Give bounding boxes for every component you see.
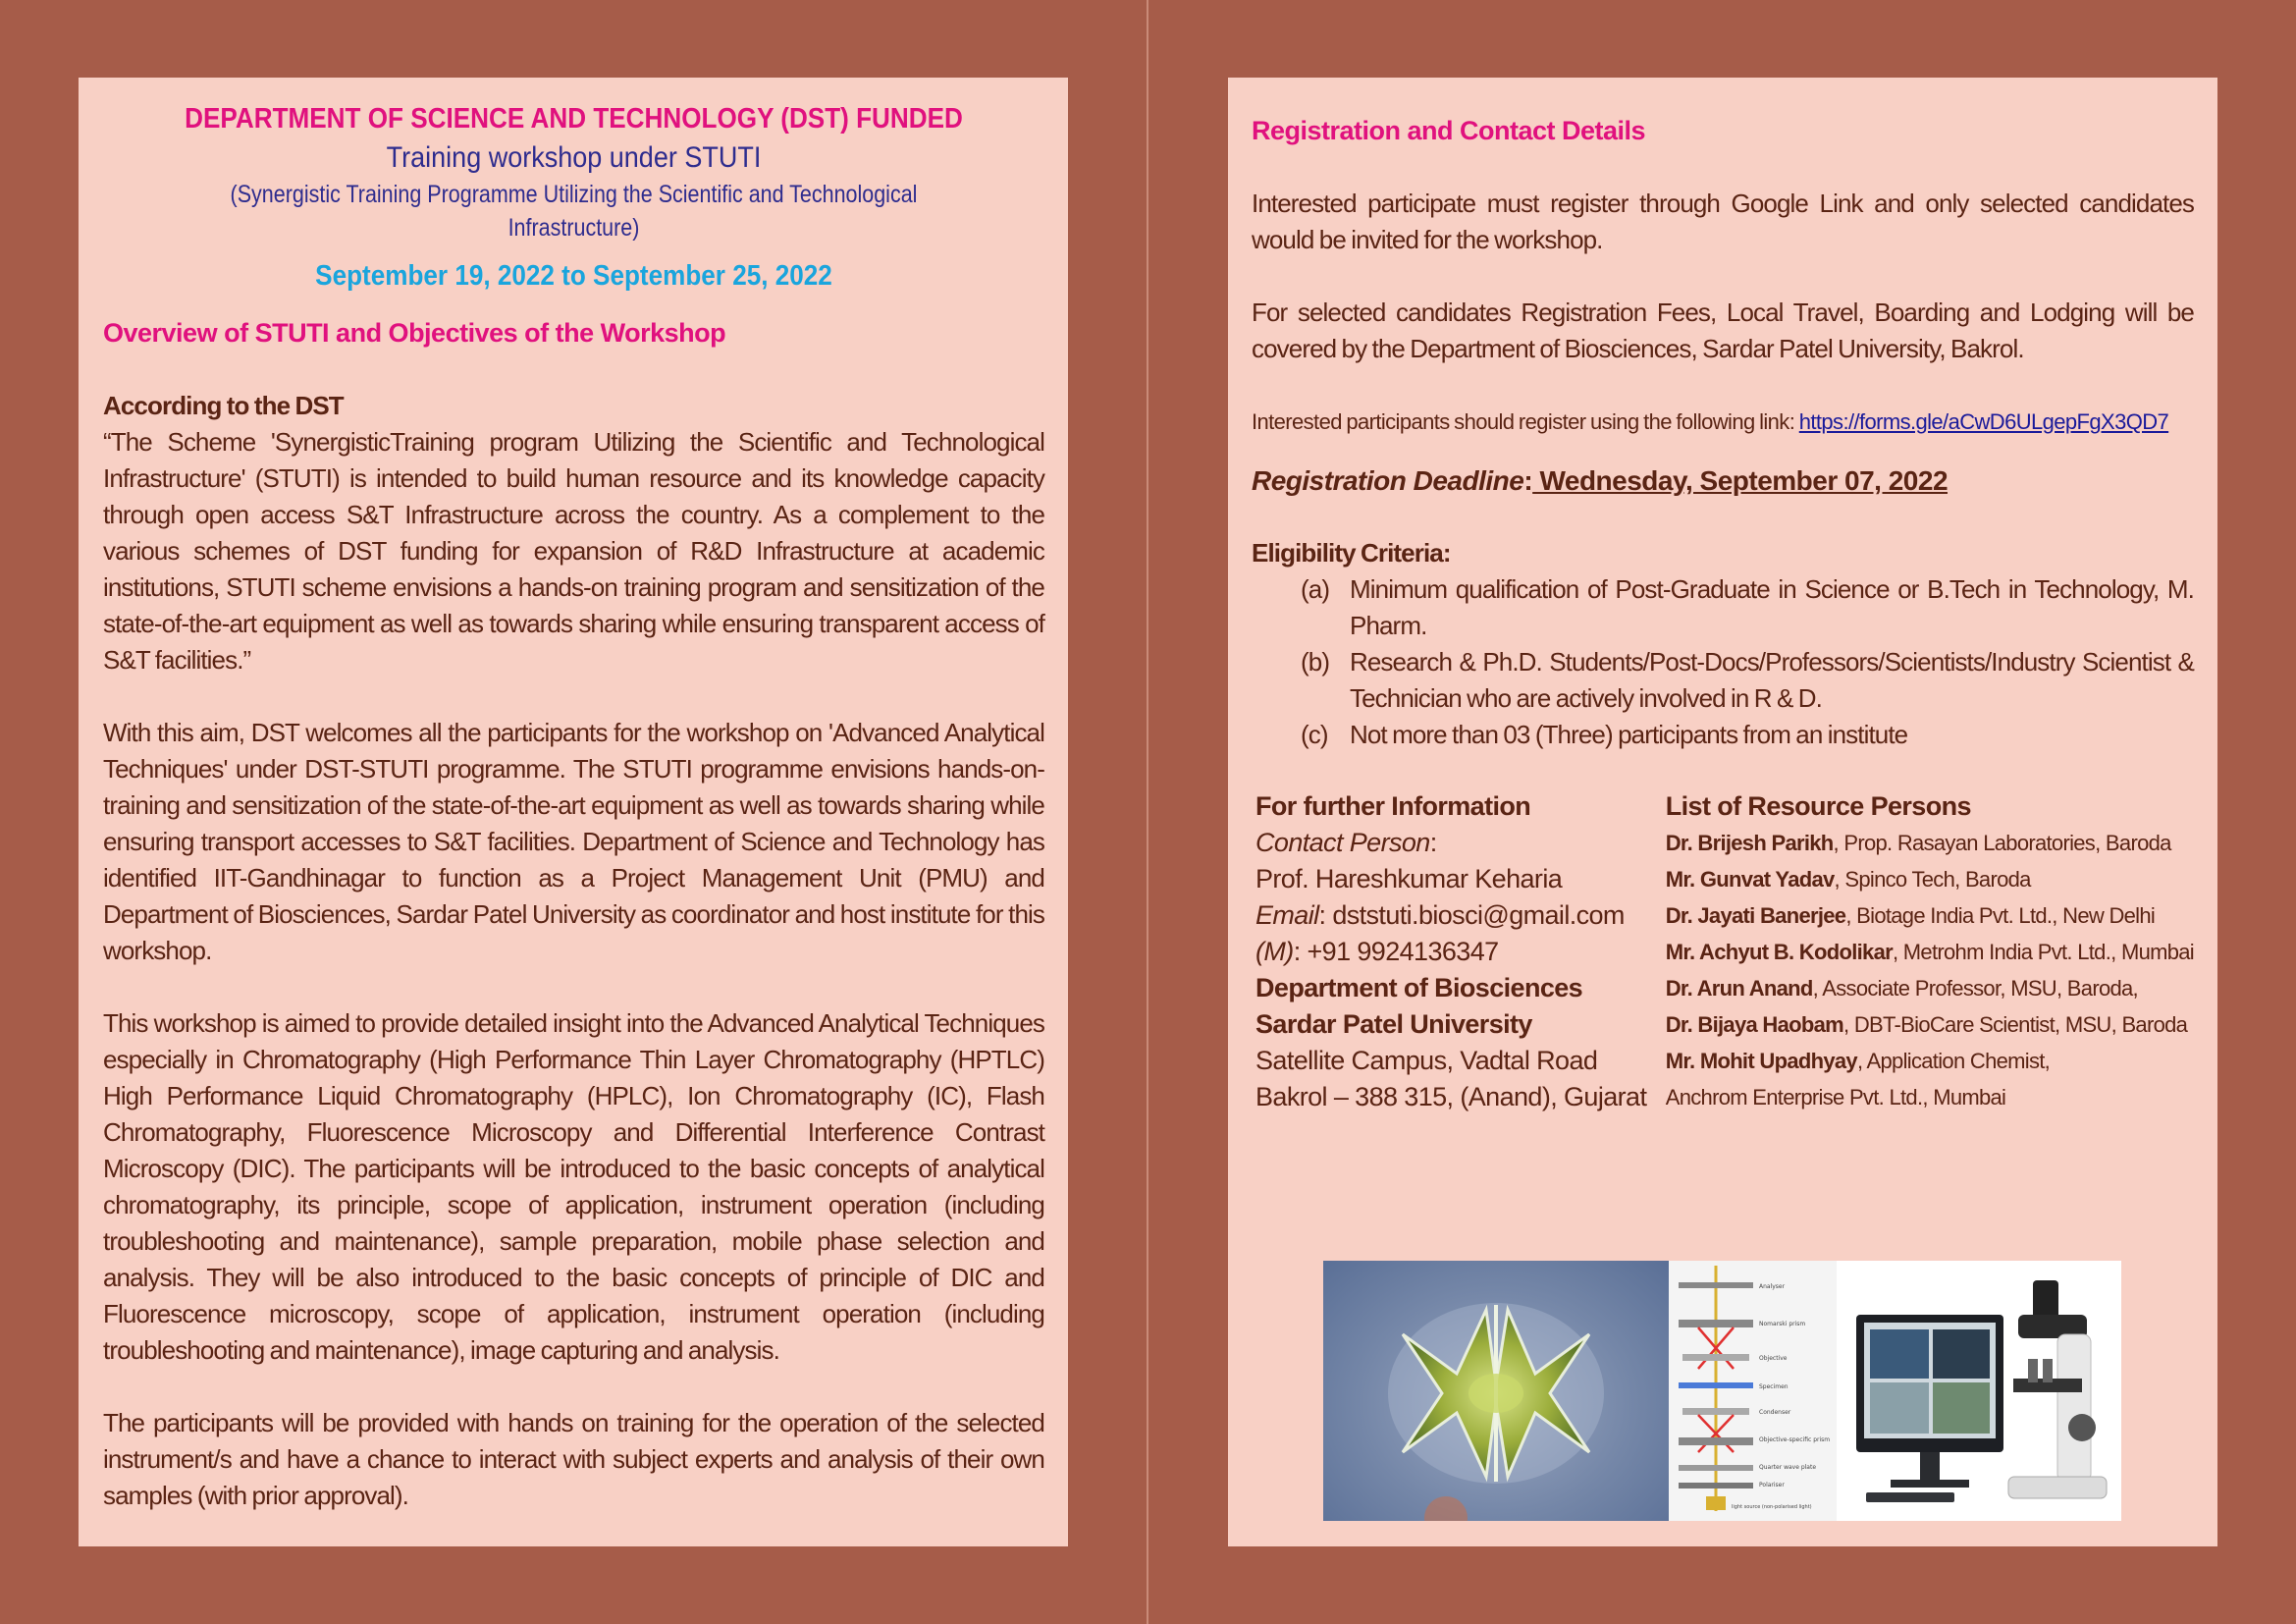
resource-last-line: Anchrom Enterprise Pvt. Ltd., Mumbai	[1665, 1085, 2006, 1110]
diatom-micrograph	[1323, 1261, 1669, 1521]
criterion-item	[1301, 571, 2194, 644]
eligibility-heading: Eligibility Criteria:	[1252, 538, 1451, 568]
resource-affiliation: , Associate Professor, MSU, Baroda,	[1812, 976, 2138, 1001]
resource-heading: List of Resource Persons	[1665, 791, 1971, 821]
contact-department: Department of Biosciences	[1255, 973, 1583, 1002]
resource-name: Mr. Mohit Upadhyay	[1665, 1049, 1857, 1073]
resource-person	[1666, 1043, 2194, 1079]
registration-link-line	[1252, 404, 2194, 440]
mobile-value: : +91 9924136347	[1293, 937, 1499, 966]
resource-name: Mr. Achyut B. Kodolikar	[1665, 940, 1893, 964]
mobile-label: (M)	[1255, 937, 1294, 966]
dic-diagram	[1669, 1261, 1837, 1521]
diagram-label: Polariser	[1759, 1482, 1785, 1489]
resource-name: Mr. Gunvat Yadav	[1665, 867, 1835, 892]
right-panel	[1228, 78, 2217, 1546]
contact-column	[1255, 788, 1666, 1115]
contact-address-2: Bakrol – 388 315, (Anand), Gujarat	[1255, 1082, 1647, 1111]
criterion-marker: (a)	[1301, 574, 1330, 604]
email-label: Email	[1255, 900, 1319, 930]
resource-person	[1666, 1006, 2194, 1043]
criterion-item	[1301, 717, 2194, 753]
registration-link[interactable]: https://forms.gle/aCwD6ULgepFgX3QD7	[1798, 409, 2169, 434]
resource-name: Dr. Arun Anand	[1665, 976, 1813, 1001]
workshop-subtitle: Training workshop under STUTI	[386, 141, 762, 174]
diagram-label: light source (non-polarised light)	[1732, 1504, 1812, 1510]
registration-paragraph-2: For selected candidates Registration Fees, Local Travel, Boarding and Lodging will be covered by the Department of Biosciences, Sardar Patel University, Bakrol.	[1252, 298, 2194, 363]
criterion-text: Research & Ph.D. Students/Post-Docs/Professors/Scientists/Industry Scientist & Technician who are actively involved in R & D.	[1350, 647, 2194, 713]
diagram-label: Specimen	[1759, 1383, 1789, 1390]
resource-affiliation: , DBT-BioCare Scientist, MSU, Baroda	[1843, 1012, 2188, 1037]
resource-person	[1666, 970, 2194, 1006]
microscope-photo	[1837, 1261, 2121, 1521]
contact-mobile-line	[1255, 934, 1666, 970]
deadline-separator: :	[1523, 465, 1533, 496]
resource-person	[1666, 861, 2194, 897]
eligibility-list	[1252, 571, 2194, 753]
dic-optics-diagram	[1669, 1261, 1837, 1521]
contact-heading: For further Information	[1255, 791, 1531, 821]
resource-affiliation: , Prop. Rasayan Laboratories, Baroda	[1833, 831, 2171, 855]
aim-paragraph: With this aim, DST welcomes all the participants for the workshop on 'Advanced Analytical Techniques' under DST-STUTI programme. The STUTI programme envisions hands-on-training and sensitization of the state-of-the-art equipment as well as towards sharing while ensuring transport accesses to S&T facilities. Department of Science and Technology has identified IIT-Gandhinagar to function as a Project Management Unit (PMU) and Department of Biosciences, Sardar Patel University as coordinator and host institute for this workshop.	[103, 718, 1044, 965]
resource-person	[1666, 897, 2194, 934]
contact-email-line	[1255, 897, 1666, 934]
overview-heading: Overview of STUTI and Objectives of the Workshop	[103, 318, 726, 348]
diagram-label: Quarter wave plate	[1759, 1464, 1817, 1471]
resource-affiliation: , Biotage India Pvt. Ltd., New Delhi	[1845, 903, 2156, 928]
diagram-label: Condenser	[1759, 1409, 1791, 1416]
left-panel	[79, 78, 1068, 1546]
diagram-label: Objective-specific prism	[1759, 1436, 1831, 1443]
link-intro: Interested participants should register using the following link:	[1252, 409, 1795, 434]
microscope-image	[1837, 1261, 2121, 1521]
dst-quote: “The Scheme 'SynergisticTraining program Utilizing the Scientific and Technological Infrastructure' (STUTI) is intended to build human resource and its knowledge capacity through open access S&T Infrastructure across the country. As a complement to the various schemes of DST funding for expansion of R&D Infrastructure at academic institutions, STUTI scheme envisions a hands-on training program and sensitization of the state-of-the-art equipment as well as towards sharing while ensuring transparent access of S&T facilities.”	[103, 427, 1044, 675]
registration-heading: Registration and Contact Details	[1252, 116, 1646, 145]
stuti-expansion: (Synergistic Training Programme Utilizing the Scientific and Technological Infrastructure)	[230, 181, 918, 242]
deadline-value: Wednesday, September 07, 2022	[1532, 465, 1949, 496]
contact-university: Sardar Patel University	[1255, 1009, 1532, 1039]
diagram-label: Analyser	[1759, 1283, 1786, 1290]
contact-person-line	[1255, 825, 1666, 861]
according-heading: According to the DST	[103, 391, 344, 420]
registration-deadline	[1252, 462, 2194, 499]
diatom-image	[1323, 1261, 1669, 1521]
resource-affiliation: , Application Chemist,	[1856, 1049, 2051, 1073]
criterion-text: Minimum qualification of Post-Graduate in Science or B.Tech in Technology, M. Pharm.	[1350, 574, 2194, 640]
contact-person-sep: :	[1429, 828, 1437, 857]
workshop-paragraph: This workshop is aimed to provide detailed insight into the Advanced Analytical Techniques especially in Chromatography (High Performance Thin Layer Chromatography (HPTLC) High Performance Liquid Chromatography (HPLC), Ion Chromatography (IC), Flash Chromatography, Fluorescence Microscopy and Differential Interference Contrast Microscopy (DIC). The participants will be introduced to the basic concepts of analytical chromatography, its principle, scope of application, instrument operation (including troubleshooting and maintenance), sample preparation, mobile phase selection and analysis. They will be also introduced to the basic concepts of principle of DIC and Fluorescence microscopy, scope of application, instrument operation (including troubleshooting and maintenance), image capturing and analysis.	[103, 1008, 1044, 1365]
email-value[interactable]: : dststuti.biosci@gmail.com	[1318, 900, 1625, 930]
criterion-text: Not more than 03 (Three) participants from an institute	[1350, 720, 1908, 749]
contact-person-label: Contact Person	[1255, 828, 1430, 857]
resource-affiliation: , Metrohm India Pvt. Ltd., Mumbai	[1892, 940, 2194, 964]
criterion-marker: (c)	[1301, 720, 1328, 749]
contact-person-name: Prof. Hareshkumar Keharia	[1255, 864, 1563, 893]
diagram-label: Objective	[1759, 1355, 1788, 1362]
resource-name: Dr. Bijaya Haobam	[1665, 1012, 1844, 1037]
diagram-label: Nomarski prism	[1759, 1321, 1806, 1327]
registration-paragraph-1: Interested participate must register through Google Link and only selected candidates would be invited for the workshop.	[1252, 189, 2194, 254]
criterion-marker: (b)	[1301, 647, 1330, 677]
resource-person	[1666, 825, 2194, 861]
resource-name: Dr. Brijesh Parikh	[1665, 831, 1834, 855]
training-paragraph: The participants will be provided with hands on training for the operation of the selected instrument/s and have a chance to interact with subject experts and analysis of their own samples (with prior approval).	[103, 1408, 1044, 1510]
page-fold	[1147, 0, 1148, 1624]
resource-name: Dr. Jayati Banerjee	[1665, 903, 1846, 928]
contact-address-1: Satellite Campus, Vadtal Road	[1255, 1046, 1598, 1075]
deadline-label: Registration Deadline	[1252, 465, 1524, 496]
workshop-dates: September 19, 2022 to September 25, 2022	[315, 260, 832, 292]
info-columns	[1252, 788, 2194, 1115]
resource-affiliation: , Spinco Tech, Baroda	[1834, 867, 2031, 892]
funding-title: DEPARTMENT OF SCIENCE AND TECHNOLOGY (DST) FUNDED	[185, 103, 963, 135]
criterion-item	[1301, 644, 2194, 717]
illustration-strip	[1323, 1261, 2121, 1521]
resource-person	[1666, 934, 2194, 970]
resource-column	[1666, 788, 2194, 1115]
